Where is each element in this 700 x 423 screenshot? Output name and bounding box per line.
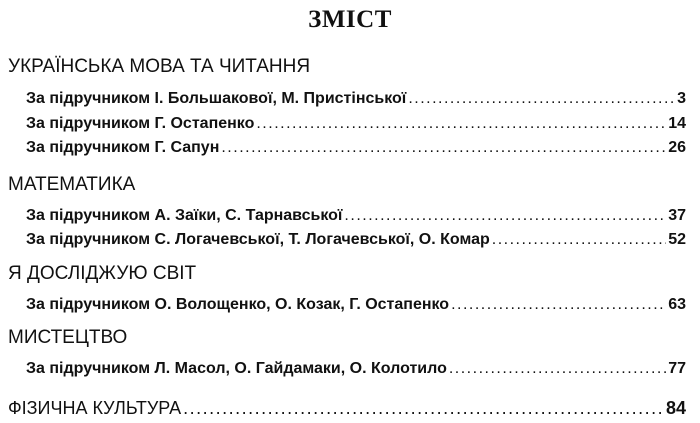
- toc-entry: [26, 296, 686, 314]
- toc-entry-label: За підручником І. Большакової, М. Пристінської: [26, 90, 407, 107]
- toc-entry-page: 14: [668, 115, 686, 132]
- toc-entry-page: 52: [668, 231, 686, 248]
- toc-entry: [26, 90, 686, 108]
- dot-leader: [408, 90, 675, 108]
- toc-entry: [26, 139, 686, 157]
- toc-entry-page: 3: [677, 90, 686, 107]
- dot-leader: [256, 115, 666, 133]
- toc-entry-label: За підручником А. Заїки, С. Тарнавської: [26, 207, 343, 224]
- dot-leader: [183, 398, 664, 419]
- toc-entry: [26, 207, 686, 225]
- toc-entry-label: За підручником С. Логачевської, Т. Логачевської, О. Комар: [26, 231, 490, 248]
- toc-section-entry-pe: [8, 398, 686, 419]
- toc-entry-page: 63: [668, 296, 686, 313]
- toc-entry-label: За підручником О. Волощенко, О. Козак, Г. Остапенко: [26, 296, 450, 313]
- dot-leader: [221, 139, 666, 157]
- section-heading-math: МАТЕМАТИКА: [8, 174, 136, 195]
- toc-entry-label: За підручником Г. Сапун: [26, 139, 220, 156]
- toc-entry-page: 77: [668, 360, 686, 377]
- dot-leader: [492, 231, 666, 249]
- toc-entry: [26, 231, 686, 249]
- toc-entry-label: За підручником Г. Остапенко: [26, 115, 255, 132]
- section-heading-pe: ФІЗИЧНА КУЛЬТУРА: [8, 398, 182, 418]
- toc-entry: [26, 115, 686, 133]
- toc-entry-page: 37: [668, 207, 686, 224]
- toc-entry: [26, 360, 686, 378]
- toc-entry-page: 84: [665, 398, 686, 418]
- dot-leader: [344, 207, 666, 225]
- toc-entry-page: 26: [668, 139, 686, 156]
- section-heading-ukrainian: УКРАЇНСЬКА МОВА ТА ЧИТАННЯ: [8, 56, 311, 77]
- toc-entry-label: За підручником Л. Масол, О. Гайдамаки, О. Колотило: [26, 360, 447, 377]
- dot-leader: [449, 360, 666, 378]
- dot-leader: [451, 296, 666, 314]
- page-title: ЗМІСТ: [308, 6, 392, 33]
- section-heading-world: Я ДОСЛІДЖУЮ СВІТ: [8, 263, 197, 284]
- section-heading-art: МИСТЕЦТВО: [8, 327, 128, 348]
